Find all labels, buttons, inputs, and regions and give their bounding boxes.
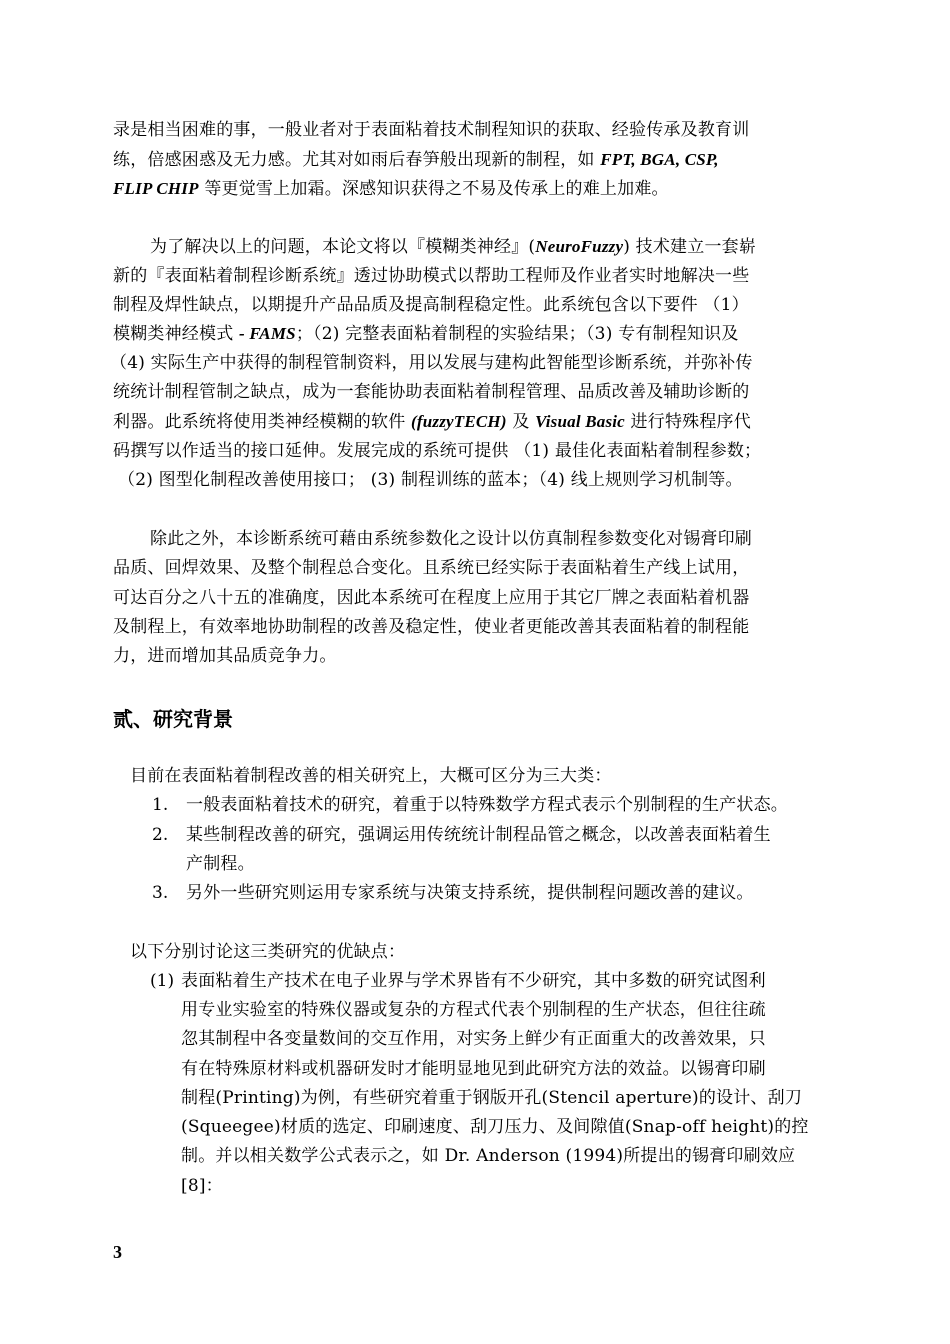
discussion-line: 忽其制程中各变量数间的交互作用，对实务上鲜少有正面重大的改善效果，只 <box>181 1029 766 1049</box>
discussion-line: 有在特殊原材料或机器研发时才能明显地见到此研究方法的效益。以锡膏印刷 <box>181 1059 766 1079</box>
page-number: 3 <box>113 1242 122 1262</box>
paragraph-line: 统统计制程管制之缺点，成为一套能协助表面粘着制程管理、品质改善及辅助诊断的 <box>113 382 750 402</box>
emphasis-text: FLIP CHIP <box>113 179 199 198</box>
emphasis-text: Visual Basic <box>535 412 625 431</box>
paragraph-line: 新的『表面粘着制程诊断系统』透过协助模式以帮助工程师及作业者实时地解决一些 <box>113 266 750 286</box>
emphasis-text: (fuzzyTECH) <box>411 412 507 431</box>
list-item: 某些制程改善的研究，强调运用传统统计制程品管之概念，以改善表面粘着生 <box>186 825 771 845</box>
paragraph-line: 品质、回焊效果、及整个制程总合变化。且系统已经实际于表面粘着生产线上试用， <box>113 558 750 578</box>
list-number: 3. <box>152 883 169 903</box>
discussion-line: 制程(Printing)为例，有些研究着重于钢版开孔(Stencil aperture)的设计、刮刀 <box>181 1088 803 1108</box>
list-item: 另外一些研究则运用专家系统与决策支持系统，提供制程问题改善的建议。 <box>186 883 754 903</box>
paragraph-line: FLIP CHIP 等更觉雪上加霜。深感知识获得之不易及传承上的难上加难。 <box>113 179 669 199</box>
discussion-line: 用专业实验室的特殊仪器或复杂的方程式代表个别制程的生产状态，但往往疏 <box>181 1000 766 1020</box>
emphasis-text: FPT, BGA, CSP, <box>600 150 719 169</box>
paragraph-line: 码撰写以作适当的接口延伸。发展完成的系统可提供 （1) 最佳化表面粘着制程参数； <box>113 441 762 461</box>
list-number: 2. <box>152 825 169 845</box>
discussion-line: 表面粘着生产技术在电子业界与学术界皆有不少研究，其中多数的研究试图利 <box>181 971 766 991</box>
paragraph-line: 练，倍感困惑及无力感。尤其对如雨后春笋般出现新的制程，如 FPT, BGA, CSP, <box>113 150 719 170</box>
paragraph-line: 制程及焊性缺点，以期提升产品品质及提高制程稳定性。此系统包含以下要件 （1） <box>113 295 749 315</box>
paragraph-line: （4) 实际生产中获得的制程管制资料，用以发展与建构此智能型诊断系统，并弥补传 <box>110 353 753 373</box>
list-number: (1) <box>150 971 175 991</box>
list-item: 产制程。 <box>186 854 255 874</box>
paragraph-line: （2) 图型化制程改善使用接口； (3) 制程训练的蓝本；（4) 线上规则学习机制等。 <box>118 470 743 490</box>
paragraph-line: 录是相当困难的事，一般业者对于表面粘着技术制程知识的获取、经验传承及教育训 <box>113 120 750 140</box>
paragraph-line: 力，进而增加其品质竞争力。 <box>113 646 337 666</box>
discussion-line: 制。并以相关数学公式表示之，如 Dr. Anderson (1994)所提出的锡膏印刷效应 <box>181 1146 796 1166</box>
paragraph-line: 利器。此系统将使用类神经模糊的软件 (fuzzyTECH) 及 Visual Basic 进行特殊程序代 <box>113 412 751 432</box>
emphasis-text: NeuroFuzzy <box>535 237 624 256</box>
paragraph-line: 可达百分之八十五的准确度，因此本系统可在程度上应用于其它厂牌之表面粘着机器 <box>113 588 750 608</box>
paragraph-line: 模糊类神经模式 - FAMS；（2) 完整表面粘着制程的实验结果；（3) 专有制程知识及 <box>113 324 739 344</box>
list-item: 一般表面粘着技术的研究，着重于以特殊数学方程式表示个别制程的生产状态。 <box>186 795 788 815</box>
emphasis-text: - FAMS <box>239 324 296 343</box>
paragraph-line: 除此之外，本诊断系统可藉由系统参数化之设计以仿真制程参数变化对锡膏印刷 <box>150 529 752 549</box>
discussion-line: (Squeegee)材质的选定、印刷速度、刮刀压力、及间隙值(Snap-off height)的控 <box>181 1117 809 1137</box>
discussion-line: [8]： <box>181 1176 223 1196</box>
section-heading: 贰、研究背景 <box>113 707 233 731</box>
list-number: 1. <box>152 795 169 815</box>
paragraph-line: 为了解决以上的问题，本论文将以『模糊类神经』(NeuroFuzzy) 技术建立一套崭 <box>150 237 757 257</box>
list-intro: 目前在表面粘着制程改善的相关研究上，大概可区分为三大类： <box>130 766 612 786</box>
discussion-intro: 以下分别讨论这三类研究的优缺点： <box>130 942 406 962</box>
paragraph-line: 及制程上，有效率地协助制程的改善及稳定性，使业者更能改善其表面粘着的制程能 <box>113 617 750 637</box>
